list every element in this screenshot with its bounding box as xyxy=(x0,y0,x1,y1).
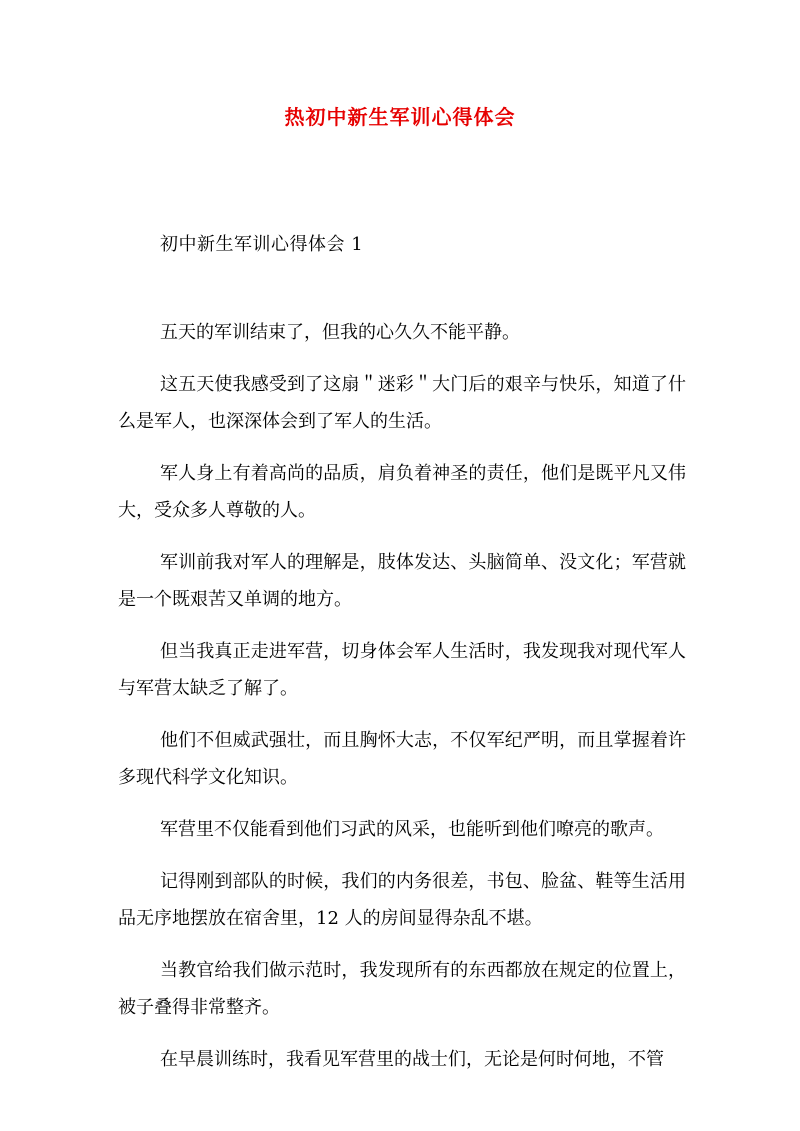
paragraph: 记得刚到部队的时候，我们的内务很差，书包、脸盆、鞋等生活用品无序地摆放在宿舍里，12 人的房间显得杂乱不堪。 xyxy=(118,871,686,929)
paragraph: 在早晨训练时，我看见军营里的战士们，无论是何时何地，不管 xyxy=(160,1049,664,1070)
paragraph: 军营里不仅能看到他们习武的风采，也能听到他们嘹亮的歌声。 xyxy=(160,819,664,840)
paragraph: 五天的军训结束了，但我的心久久不能平静。 xyxy=(160,322,520,343)
paragraph: 这五天使我感受到了这扇＂迷彩＂大门后的艰辛与快乐，知道了什么是军人，也深深体会到了军人的生活。 xyxy=(118,374,686,432)
document-body xyxy=(118,314,686,1093)
document-title: 热初中新生军训心得体会 xyxy=(284,105,516,129)
section-heading: 初中新生军训心得体会 1 xyxy=(160,234,364,255)
paragraph: 但当我真正走进军营，切身体会军人生活时，我发现我对现代军人与军营太缺乏了解了。 xyxy=(118,641,686,699)
paragraph: 他们不但威武强壮，而且胸怀大志，不仅军纪严明，而且掌握着许多现代科学文化知识。 xyxy=(118,730,686,788)
paragraph: 当教官给我们做示范时，我发现所有的东西都放在规定的位置上，被子叠得非常整齐。 xyxy=(118,960,686,1018)
paragraph: 军人身上有着高尚的品质，肩负着神圣的责任，他们是既平凡又伟大，受众多人尊敬的人。 xyxy=(118,463,686,521)
paragraph: 军训前我对军人的理解是，肢体发达、头脑简单、没文化；军营就是一个既艰苦又单调的地方。 xyxy=(118,552,686,610)
